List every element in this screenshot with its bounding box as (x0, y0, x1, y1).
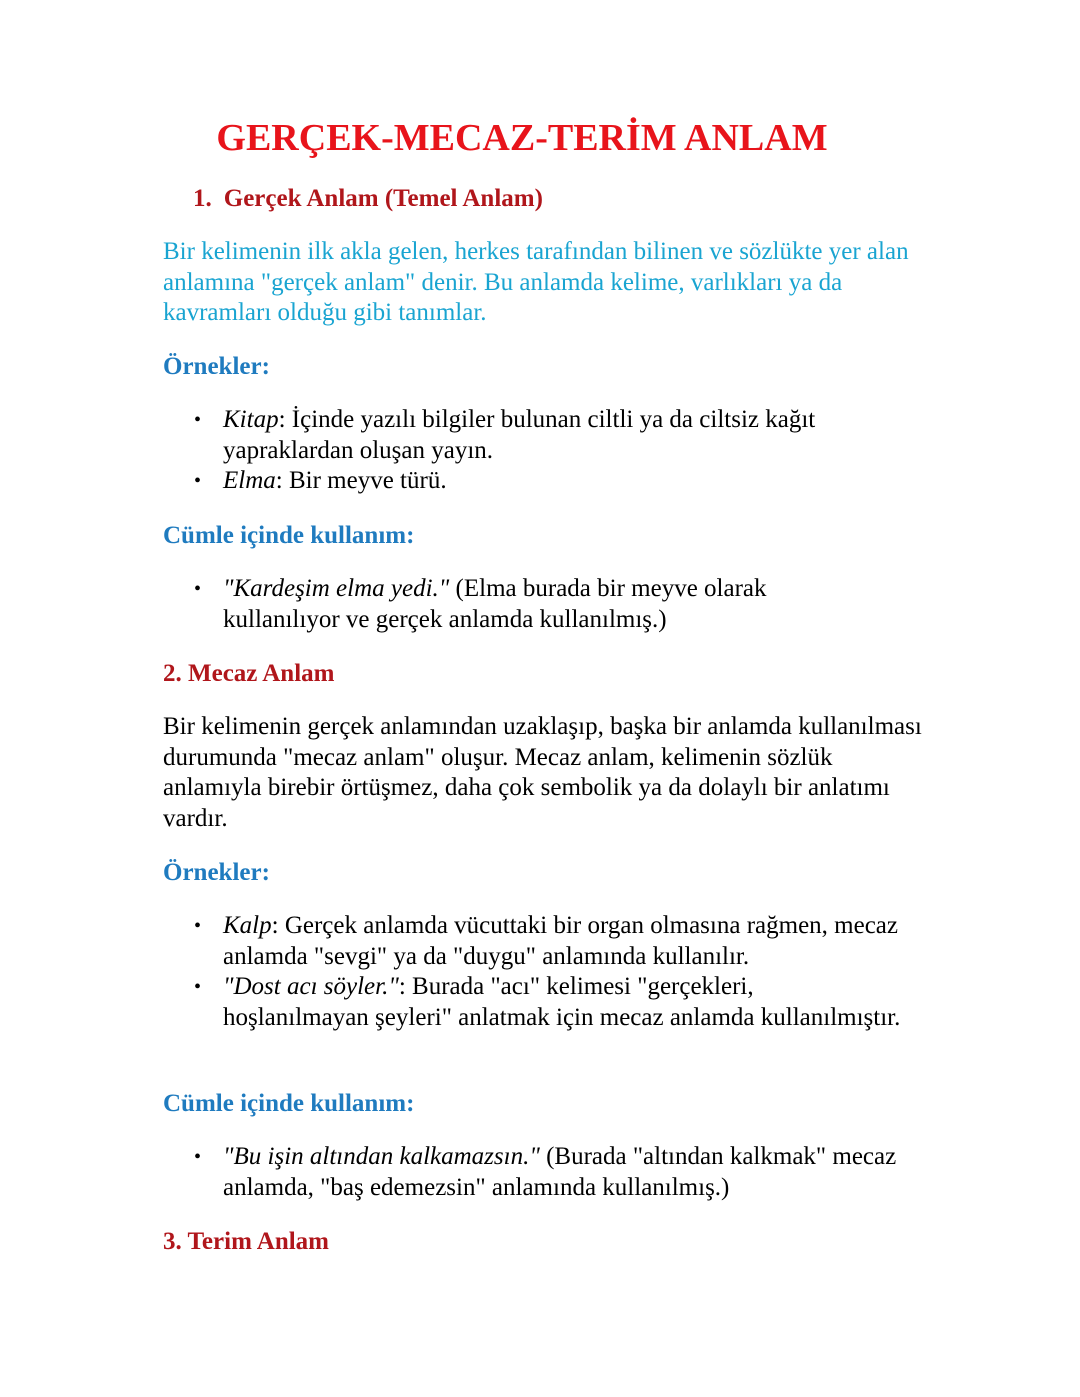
example-term: Elma (223, 467, 276, 494)
mecaz-intro-paragraph: Bir kelimenin gerçek anlamından uzaklaşıp, başka bir anlamda kullanılması durumunda "mecaz anlam" oluşur. Mecaz anlam, kelimenin sözlük anlamıyla birebir örtüşmez, daha çok sembolik ya da dolaylı bir anlatımı vardır. (163, 713, 922, 832)
list-item (163, 405, 903, 466)
section-heading-text: Gerçek Anlam (Temel Anlam) (223, 185, 543, 212)
usage-explanation: (Elma burada bir meyve olarak kullanılıyor ve gerçek anlamda kullanılmış.) (223, 575, 767, 633)
section-heading-mecaz: 2. Mecaz Anlam (163, 660, 335, 687)
section-heading-terim: 3. Terim Anlam (163, 1228, 329, 1255)
usage-sentence: "Kardeşim elma yedi." (223, 575, 450, 602)
example-text: : Gerçek anlamda vücuttaki bir organ olmasına rağmen, mecaz anlamda "sevgi" ya da "duygu" anlamında kullanılır. (223, 912, 898, 970)
bullet-icon: • (194, 578, 202, 600)
gercek-examples-list (163, 405, 903, 497)
example-text: : Bir meyve türü. (275, 467, 447, 494)
list-item (163, 1142, 923, 1203)
example-text: : İçinde yazılı bilgiler bulunan ciltli ya da ciltsiz kağıt yapraklardan oluşan yayın. (223, 406, 816, 464)
bullet-icon: • (194, 976, 202, 998)
page-title: GERÇEK-MECAZ-TERİM ANLAM (216, 117, 828, 159)
bullet-icon: • (194, 470, 202, 492)
section-number: 1. (193, 185, 212, 212)
gercek-usage-list (163, 574, 843, 635)
gercek-usage-heading: Cümle içinde kullanım: (163, 522, 415, 549)
gercek-examples-heading: Örnekler: (163, 353, 270, 380)
mecaz-examples-heading: Örnekler: (163, 859, 270, 886)
list-item (163, 972, 903, 1033)
list-item (163, 466, 903, 497)
bullet-icon: • (194, 409, 202, 431)
example-term: Kalp (223, 912, 272, 939)
list-item (163, 911, 903, 972)
example-text: : Burada "acı" kelimesi "gerçekleri, hoşlanılmayan şeyleri" anlatmak için mecaz anlamda kullanılmıştır. (223, 973, 901, 1031)
gercek-intro-paragraph: Bir kelimenin ilk akla gelen, herkes tarafından bilinen ve sözlükte yer alan anlamına "gerçek anlam" denir. Bu anlamda kelime, varlıkları ya da kavramları olduğu gibi tanımlar. (163, 238, 909, 326)
usage-sentence: "Bu işin altından kalkamazsın." (223, 1143, 540, 1170)
mecaz-usage-list (163, 1142, 923, 1203)
section-heading-gercek (193, 182, 543, 216)
mecaz-usage-heading: Cümle içinde kullanım: (163, 1090, 415, 1117)
example-term: "Dost acı söyler." (223, 973, 399, 1000)
bullet-icon: • (194, 915, 202, 937)
list-item (163, 574, 843, 635)
usage-explanation: (Burada "altından kalkmak" mecaz anlamda, "baş edemezsin" anlamında kullanılmış.) (223, 1143, 897, 1201)
bullet-icon: • (194, 1146, 202, 1168)
mecaz-examples-list (163, 911, 903, 1033)
example-term: Kitap (223, 406, 279, 433)
